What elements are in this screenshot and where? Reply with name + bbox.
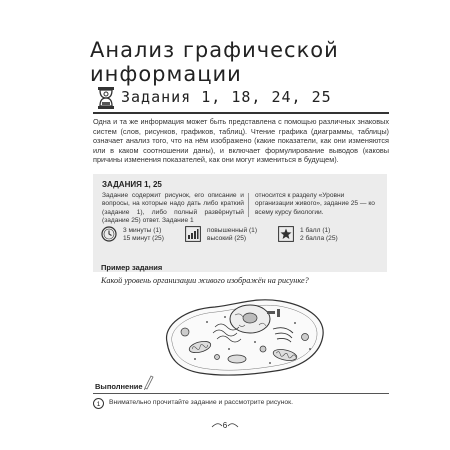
animal-cell-illustration bbox=[155, 287, 335, 382]
intro-paragraph: Одна и та же информация может быть представлена с помощью различных знаковых систем (слов, рисунков, графиков, таблиц). Чтение графика (диаграммы, таблицы) означает анализ того, что на нём изображено (какие показатели, как они изменяются или в каком соотношении даны), и включает формулирование выводов (каковы причины изменения показателей, как они могут измениться в будущем). bbox=[93, 117, 389, 165]
tasks-heading-text: Задания 1, 18, 24, 25 bbox=[121, 88, 332, 106]
task-info-box bbox=[93, 174, 387, 272]
score-info bbox=[278, 224, 368, 248]
time-line-1: 3 минуты (1) bbox=[123, 227, 162, 234]
level-line-2: высокий (25) bbox=[207, 235, 247, 242]
execution-step bbox=[93, 398, 393, 410]
execution-rule bbox=[93, 393, 389, 394]
time-line-2: 15 минут (25) bbox=[123, 235, 164, 242]
time-info bbox=[101, 224, 181, 248]
example-question: Какой уровень организации живого изображён на рисунке? bbox=[101, 276, 309, 285]
star-icon bbox=[278, 226, 294, 242]
heading-rule bbox=[93, 112, 389, 114]
clock-icon bbox=[101, 226, 117, 242]
task-box-title: ЗАДАНИЯ 1, 25 bbox=[102, 180, 162, 189]
tasks-heading bbox=[93, 84, 389, 114]
example-label: Пример задания bbox=[101, 263, 163, 272]
step-text: Внимательно прочитайте задание и рассмотрите рисунок. bbox=[109, 399, 294, 406]
page-number: 6 bbox=[222, 421, 228, 430]
pen-icon bbox=[142, 374, 154, 390]
page-title bbox=[90, 38, 380, 86]
task-box-right-text: относится к разделу «Уровни организации живого», задание 25 — ко всему курсу биологии. bbox=[255, 192, 375, 216]
task-box-divider bbox=[248, 193, 249, 217]
hourglass-lamp-icon bbox=[95, 84, 117, 112]
execution-label: Выполнение bbox=[95, 382, 143, 391]
level-line-1: повышенный (1) bbox=[207, 227, 258, 234]
bar-chart-icon bbox=[185, 226, 201, 242]
level-info bbox=[185, 224, 275, 248]
step-number: 1 bbox=[93, 398, 104, 409]
page-title-line-2: информации bbox=[90, 62, 242, 86]
page-title-line-1: Анализ графической bbox=[90, 38, 339, 62]
page-number-ornament bbox=[211, 418, 239, 432]
score-line-2: 2 балла (25) bbox=[300, 235, 338, 242]
task-box-left-text: Задание содержит рисунок, его описание и вопросы, на которые надо дать либо краткий (задание 1), либо полный развёрнутый (задание 25) ответ. Задание 1 bbox=[102, 192, 244, 225]
score-line-1: 1 балл (1) bbox=[300, 227, 331, 234]
